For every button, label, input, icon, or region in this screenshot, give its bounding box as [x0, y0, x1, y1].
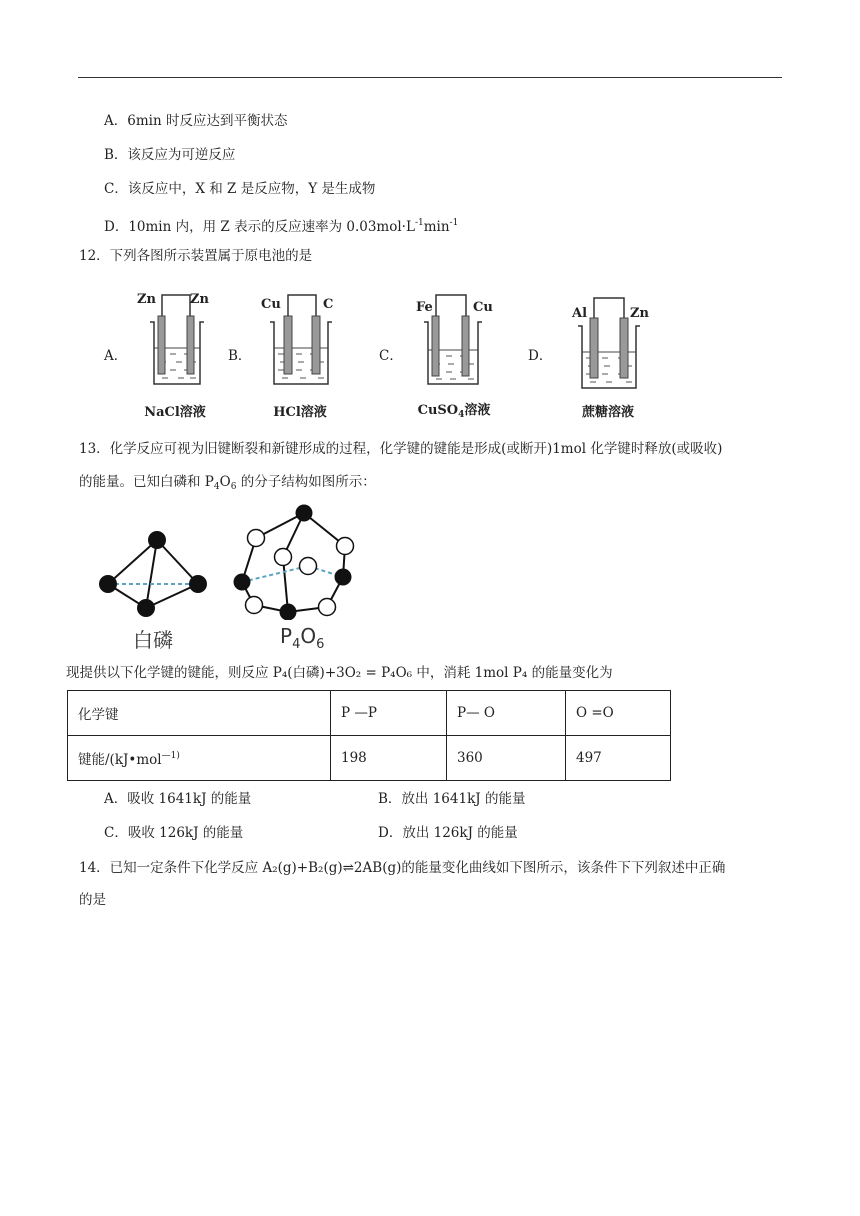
- white-phosphorus-label: 白磷: [133, 628, 173, 652]
- table-header-cell: 化学键: [68, 691, 331, 736]
- galvanic-cell-c-diagram: [418, 290, 498, 400]
- p4o6-label: $P_4O_6$: [280, 624, 325, 652]
- q14-stem-line1: 14．已知一定条件下化学反应 A₂(g)+B₂(g)⇌2AB(g)的能量变化曲线如下图所示，该条件下下列叙述中正确: [79, 860, 726, 876]
- cell-d-right-electrode: Zn: [630, 306, 649, 321]
- cell-d-left-electrode: Al: [572, 306, 588, 321]
- galvanic-cell-d-diagram: [574, 290, 654, 400]
- q14-stem-line2: 的是: [79, 892, 106, 908]
- p4o6-structure: [230, 500, 365, 620]
- q13-stem-line1: 13．化学反应可视为旧键断裂和新键形成的过程，化学键的键能是形成(或断开)1mol 化学键时释放(或吸收): [79, 441, 723, 457]
- cell-b-solution: HCl溶液: [273, 405, 327, 420]
- table-header-cell: P —P: [331, 691, 447, 736]
- q13-option-a: A．吸收 1641kJ 的能量: [104, 791, 252, 807]
- cell-b-left-electrode: Cu: [261, 297, 281, 312]
- q11-option-c: C．该反应中，X 和 Z 是反应物，Y 是生成物: [104, 181, 376, 197]
- table-row: [68, 736, 671, 781]
- cell-a-right-electrode: Zn: [190, 292, 209, 307]
- q13-prompt: 现提供以下化学键的键能，则反应 P₄(白磷)+3O₂ = P₄O₆ 中，消耗 1mol P₄ 的能量变化为: [66, 665, 613, 681]
- cell-c-right-electrode: Cu: [473, 300, 493, 315]
- q12-stem: 12．下列各图所示装置属于原电池的是: [79, 248, 313, 264]
- q12-option-a-letter: A．: [104, 348, 128, 364]
- cell-a-left-electrode: Zn: [137, 292, 156, 307]
- table-header-cell: O =O: [566, 691, 671, 736]
- q13-option-c: C．吸收 126kJ 的能量: [104, 825, 244, 841]
- table-header-cell: P— O: [447, 691, 566, 736]
- table-header-row: [68, 691, 671, 736]
- bond-energy-table: [67, 690, 671, 781]
- q13-option-d: D．放出 126kJ 的能量: [378, 825, 518, 841]
- table-cell: 198: [331, 736, 447, 781]
- white-phosphorus-structure: [95, 525, 220, 620]
- table-row-label: 键能/(kJ•mol$^{—1)}$: [68, 736, 331, 781]
- header-rule: [78, 77, 782, 78]
- table-cell: 497: [566, 736, 671, 781]
- galvanic-cell-a-diagram: [140, 290, 220, 400]
- galvanic-cell-b-diagram: [262, 290, 342, 400]
- cell-b-right-electrode: C: [323, 297, 334, 312]
- q13-option-b: B．放出 1641kJ 的能量: [378, 791, 526, 807]
- table-cell: 360: [447, 736, 566, 781]
- q11-option-b: B．该反应为可逆反应: [104, 147, 236, 163]
- cell-c-solution: CuSO$_4$溶液: [417, 403, 491, 420]
- q12-option-b-letter: B．: [228, 348, 252, 364]
- q13-stem-line2: 的能量。已知白磷和 $P_4O_6$ 的分子结构如图所示：: [79, 474, 376, 492]
- cell-c-left-electrode: Fe: [416, 300, 433, 315]
- q11-option-a: A．6min 时反应达到平衡状态: [104, 113, 288, 129]
- cell-d-solution: 蔗糖溶液: [581, 405, 634, 420]
- cell-a-solution: NaCl溶液: [144, 405, 206, 420]
- q11-option-d: D．10min 内，用 Z 表示的反应速率为 $0.03mol\cdot L^{-1}\min^{-1}$: [104, 218, 459, 235]
- q12-option-c-letter: C．: [379, 348, 403, 364]
- q12-option-d-letter: D．: [528, 348, 553, 364]
